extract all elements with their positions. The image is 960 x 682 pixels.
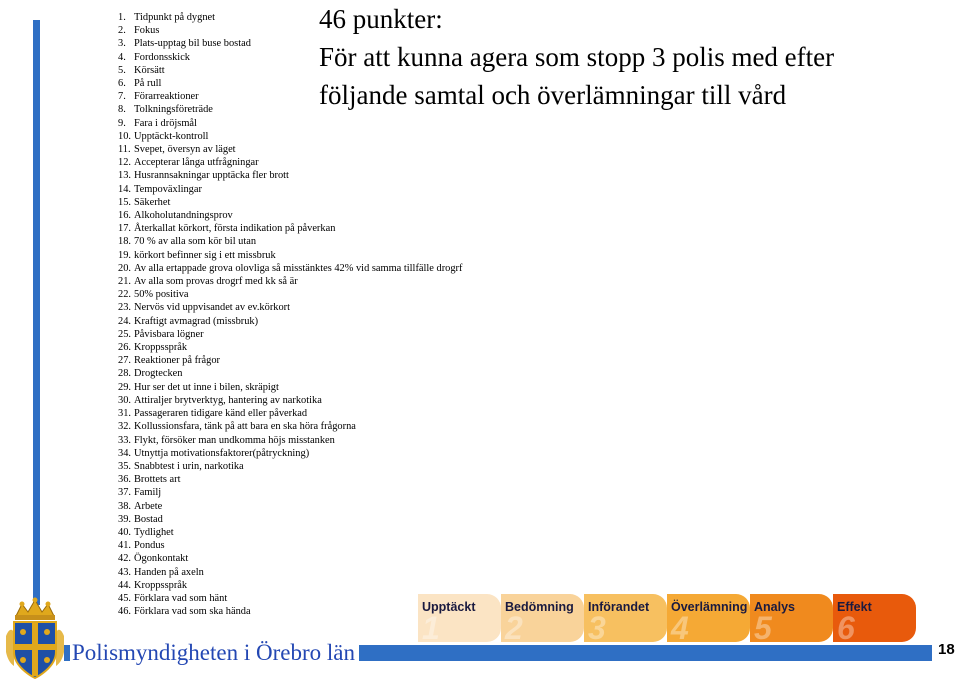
list-item — [118, 196, 462, 209]
slide-title — [319, 0, 959, 114]
list-item-number: 43. — [118, 566, 131, 578]
list-item-number: 3. — [118, 38, 126, 50]
list-item-text: Påvisbara lögner — [134, 328, 204, 340]
list-item — [118, 169, 462, 182]
list-item-number: 18. — [118, 236, 131, 248]
list-item-number: 10. — [118, 130, 131, 142]
left-accent-bar — [33, 20, 40, 605]
list-item — [118, 566, 462, 579]
step-label: Införandet — [588, 600, 650, 614]
list-item-text: Tempoväxlingar — [134, 183, 202, 195]
list-item-text: Kroppsspråk — [134, 342, 188, 354]
list-item-text: Återkallat körkort, första indikation på påverkan — [134, 223, 336, 235]
step-1 — [418, 594, 501, 642]
step-digit: 3 — [588, 610, 606, 642]
list-item-number: 30. — [118, 394, 131, 406]
list-item-number: 39. — [118, 513, 131, 525]
list-item-text: Ögonkontakt — [134, 553, 189, 565]
step-5 — [750, 594, 833, 642]
title-line-1: 46 punkter: — [319, 4, 443, 34]
list-item — [118, 275, 462, 288]
list-item-number: 46. — [118, 606, 131, 618]
list-item-number: 2. — [118, 25, 126, 37]
list-item-text: Upptäckt-kontroll — [134, 130, 209, 142]
list-item-number: 45. — [118, 592, 131, 604]
list-item-number: 19. — [118, 249, 131, 261]
list-item-number: 9. — [118, 117, 126, 129]
list-item-number: 1. — [118, 12, 126, 23]
list-item-text: Nervös vid uppvisandet av ev.körkort — [134, 302, 291, 314]
list-item-number: 14. — [118, 183, 131, 195]
list-item — [118, 381, 462, 394]
list-item-number: 13. — [118, 170, 131, 182]
step-4 — [667, 594, 750, 642]
list-item-text: Brottets art — [134, 474, 181, 486]
list-item-text: Kraftigt avmagrad (missbruk) — [134, 315, 259, 327]
list-item — [118, 539, 462, 552]
list-item-text: Drogtecken — [134, 368, 183, 380]
list-item — [118, 209, 462, 222]
list-item-text: Arbete — [134, 500, 163, 512]
list-item-text: Tydlighet — [134, 526, 174, 538]
list-item — [118, 222, 462, 235]
title-line-2: För att kunna agera som stopp 3 polis med efter — [319, 42, 835, 72]
list-item-text: Av alla som provas drogrf med kk så är — [134, 276, 298, 288]
list-item-text: Passageraren tidigare känd eller påverkad — [134, 408, 308, 420]
list-item-text: Attiraljer brytverktyg, hantering av narkotika — [134, 394, 322, 406]
list-item-text: Svepet, översyn av läget — [134, 144, 236, 156]
page-number: 18 — [938, 641, 955, 658]
list-item — [118, 235, 462, 248]
list-item-text: Fordonsskick — [134, 51, 190, 63]
list-item-number: 31. — [118, 408, 131, 420]
list-item — [118, 447, 462, 460]
list-item-text: Förarreaktioner — [134, 91, 199, 103]
list-item — [118, 288, 462, 301]
list-item — [118, 341, 462, 354]
list-item-text: Snabbtest i urin, narkotika — [134, 460, 244, 472]
step-label: Analys — [754, 600, 795, 614]
list-item-text: Flykt, försöker man undkomma höjs misstanken — [134, 434, 335, 446]
list-item-number: 22. — [118, 289, 131, 301]
list-item-number: 4. — [118, 51, 126, 63]
list-item-text: 50% positiva — [134, 289, 189, 301]
list-item-text: Plats-upptag bil buse bostad — [134, 38, 251, 50]
organization-name: Polismyndigheten i Örebro län — [70, 640, 359, 666]
list-item-number: 5. — [118, 64, 126, 76]
list-item-text: Utnyttja motivationsfaktorer(påtryckning) — [134, 447, 310, 459]
list-item-number: 29. — [118, 381, 131, 393]
list-item-number: 6. — [118, 78, 126, 90]
step-digit: 1 — [422, 610, 440, 642]
step-3 — [584, 594, 667, 642]
police-crest-icon — [2, 596, 68, 682]
list-item-number: 24. — [118, 315, 131, 327]
list-item — [118, 262, 462, 275]
step-label: Överlämning — [671, 600, 748, 614]
list-item — [118, 473, 462, 486]
list-item — [118, 156, 462, 169]
list-item-number: 28. — [118, 368, 131, 380]
list-item-text: 70 % av alla som kör bil utan — [134, 236, 257, 248]
list-item-text: Alkoholutandningsprov — [134, 210, 233, 222]
list-item — [118, 130, 462, 143]
list-item-text: Säkerhet — [134, 196, 171, 208]
list-item-number: 12. — [118, 157, 131, 169]
step-label: Upptäckt — [422, 600, 476, 614]
list-item-text: Fokus — [134, 25, 160, 37]
list-item-text: Tidpunkt på dygnet — [134, 12, 216, 23]
step-digit: 5 — [754, 610, 772, 642]
list-item-number: 32. — [118, 421, 131, 433]
list-item — [118, 394, 462, 407]
list-item — [118, 579, 462, 592]
list-item — [118, 460, 462, 473]
list-item — [118, 143, 462, 156]
list-item — [118, 552, 462, 565]
list-item-number: 21. — [118, 276, 131, 288]
list-item-number: 7. — [118, 91, 126, 103]
list-item-text: Husrannsakningar upptäcka fler brott — [134, 170, 289, 182]
list-item-number: 44. — [118, 579, 131, 591]
list-item-number: 11. — [118, 144, 131, 156]
list-item-text: Hur ser det ut inne i bilen, skräpigt — [134, 381, 279, 393]
list-item-number: 25. — [118, 328, 131, 340]
list-item — [118, 183, 462, 196]
list-item-number: 36. — [118, 474, 131, 486]
list-item-number: 38. — [118, 500, 131, 512]
list-item-text: Bostad — [134, 513, 163, 525]
list-item-text: Av alla ertappade grova olovliga så misstänktes 42% vid samma tillfälle drogrf — [134, 262, 463, 274]
list-item — [118, 407, 462, 420]
list-item — [118, 354, 462, 367]
list-item — [118, 592, 462, 605]
list-item-text: Fara i dröjsmål — [134, 117, 197, 129]
list-item — [118, 301, 462, 314]
list-item-text: Förklara vad som hänt — [134, 592, 228, 604]
title-line-3: följande samtal och överlämningar till vård — [319, 80, 787, 110]
list-item-number: 34. — [118, 447, 131, 459]
list-item-number: 26. — [118, 342, 131, 354]
list-item-number: 16. — [118, 210, 131, 222]
list-item-number: 8. — [118, 104, 126, 116]
list-item-text: Körsätt — [134, 64, 165, 76]
list-item — [118, 367, 462, 380]
list-item-text: Reaktioner på frågor — [134, 355, 220, 367]
list-item — [118, 117, 462, 130]
list-item — [118, 526, 462, 539]
step-label: Bedömning — [505, 600, 574, 614]
list-item-text: På rull — [134, 78, 162, 90]
list-item-text: Pondus — [134, 540, 165, 552]
list-item-number: 27. — [118, 355, 131, 367]
list-item-text: Familj — [134, 487, 162, 499]
list-item-text: Handen på axeln — [134, 566, 204, 578]
list-item-text: Accepterar långa utfrågningar — [134, 157, 259, 169]
process-steps — [418, 594, 916, 642]
list-item-text: Förklara vad som ska hända — [134, 606, 251, 618]
list-item — [118, 249, 462, 262]
list-item-number: 40. — [118, 526, 131, 538]
list-item-number: 42. — [118, 553, 131, 565]
list-item-number: 17. — [118, 223, 131, 235]
step-6 — [833, 594, 916, 642]
step-label: Effekt — [837, 600, 872, 614]
list-item-text: Kollussionsfara, tänk på att bara en ska höra frågorna — [134, 421, 356, 433]
list-item — [118, 420, 462, 433]
list-item — [118, 434, 462, 447]
list-item-number: 15. — [118, 196, 131, 208]
list-item — [118, 500, 462, 513]
list-item — [118, 486, 462, 499]
list-item-number: 33. — [118, 434, 131, 446]
list-item-number: 20. — [118, 262, 131, 274]
list-item-number: 41. — [118, 540, 131, 552]
list-item — [118, 605, 462, 618]
step-digit: 4 — [671, 610, 689, 642]
list-item-text: Tolkningsföreträde — [134, 104, 213, 116]
list-item-number: 37. — [118, 487, 131, 499]
list-item-number: 35. — [118, 460, 131, 472]
list-item — [118, 315, 462, 328]
step-2 — [501, 594, 584, 642]
step-digit: 6 — [837, 610, 855, 642]
list-item-text: Kroppsspråk — [134, 579, 188, 591]
list-item — [118, 328, 462, 341]
step-digit: 2 — [505, 610, 523, 642]
list-item-number: 23. — [118, 302, 131, 314]
list-item-text: körkort befinner sig i ett missbruk — [134, 249, 276, 261]
list-item — [118, 513, 462, 526]
